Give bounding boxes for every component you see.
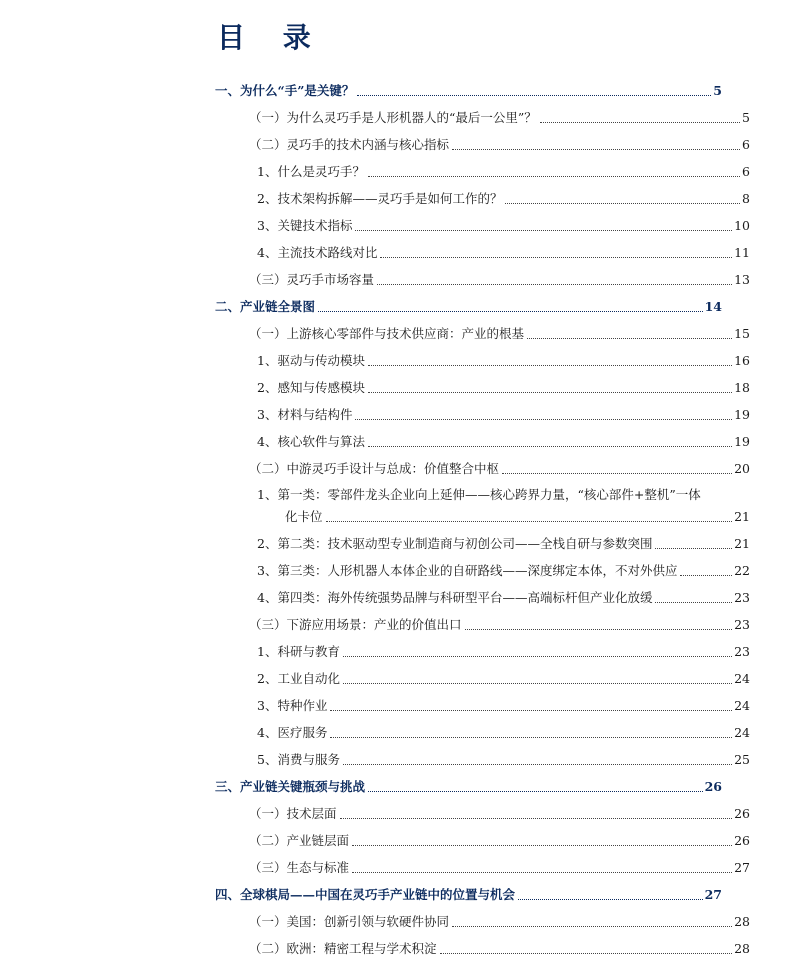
toc-entry-page: 28 <box>734 914 750 929</box>
toc-entry-label: （二）灵巧手的技术内涵与核心指标 <box>249 137 450 152</box>
leader-dots <box>380 257 732 258</box>
leader-dots <box>318 311 703 312</box>
toc-entry-label: 2、工业自动化 <box>257 671 340 686</box>
toc-entry-page: 26 <box>734 806 750 821</box>
toc-entry[interactable] <box>249 110 750 126</box>
toc-entry-page: 21 <box>734 536 750 551</box>
toc-entry-label: 4、核心软件与算法 <box>257 434 365 449</box>
toc-entry[interactable] <box>249 137 750 153</box>
leader-dots <box>368 365 732 366</box>
toc-entry[interactable] <box>257 563 750 579</box>
leader-dots <box>518 899 703 900</box>
toc-entry-label: 4、主流技术路线对比 <box>257 245 378 260</box>
toc-entry-page: 6 <box>742 137 750 152</box>
toc-entry-label: （一）上游核心零部件与技术供应商：产业的根基 <box>249 326 525 341</box>
toc-entry-label: 3、材料与结构件 <box>257 407 353 422</box>
toc-entry[interactable] <box>249 326 750 342</box>
leader-dots <box>330 710 732 711</box>
toc-entry[interactable] <box>249 860 750 876</box>
toc-entry-page: 19 <box>734 434 750 449</box>
toc-entry[interactable] <box>215 779 722 795</box>
toc-entry-page: 11 <box>734 245 750 260</box>
toc-entry[interactable] <box>257 245 750 261</box>
toc-entry-label: （三）下游应用场景：产业的价值出口 <box>249 617 462 632</box>
toc-entry-label: （三）灵巧手市场容量 <box>249 272 375 287</box>
toc-entry-page: 22 <box>734 563 750 578</box>
leader-dots <box>655 602 732 603</box>
toc-entry-label: 三、产业链关键瓶颈与挑战 <box>215 779 366 794</box>
toc-entry-label: 5、消费与服务 <box>257 752 340 767</box>
toc-entry-label: 1、第一类：零部件龙头企业向上延伸——核心跨界力量，“核心部件+整机”一体 <box>257 487 701 502</box>
leader-dots <box>340 818 733 819</box>
leader-dots <box>326 521 733 522</box>
toc-entry-label: （一）为什么灵巧手是人形机器人的“最后一公里”？ <box>249 110 537 125</box>
toc-entry[interactable] <box>215 83 722 99</box>
leader-dots <box>368 791 703 792</box>
toc-entry-page: 24 <box>734 698 750 713</box>
toc-entry[interactable] <box>257 752 750 768</box>
toc-entry-label: （一）美国：创新引领与软硬件协同 <box>249 914 450 929</box>
toc-entry[interactable] <box>249 461 750 477</box>
toc-entry-label: 2、技术架构拆解——灵巧手是如何工作的？ <box>257 191 503 206</box>
leader-dots <box>343 656 732 657</box>
leader-dots <box>352 872 732 873</box>
toc-entry[interactable] <box>249 806 750 822</box>
toc-entry-page: 27 <box>734 860 750 875</box>
leader-dots <box>680 575 732 576</box>
leader-dots <box>357 95 711 96</box>
leader-dots <box>368 392 732 393</box>
toc-entry-page: 6 <box>742 164 750 179</box>
toc-entry[interactable] <box>257 191 750 207</box>
toc-title: 目 录 <box>217 21 325 54</box>
toc-entry-label: 二、产业链全景图 <box>215 299 316 314</box>
toc-entry-page: 28 <box>734 941 750 956</box>
toc-entry-page: 5 <box>713 83 722 98</box>
toc-entry[interactable] <box>257 725 750 741</box>
toc-entry[interactable] <box>249 914 750 930</box>
leader-dots <box>440 953 733 954</box>
leader-dots <box>452 926 732 927</box>
leader-dots <box>505 203 740 204</box>
toc-entry-label: 一、为什么“手”是关键？ <box>215 83 355 98</box>
toc-entry[interactable] <box>257 671 750 687</box>
toc-entry-label: 2、感知与传感模块 <box>257 380 365 395</box>
leader-dots <box>377 284 732 285</box>
leader-dots <box>368 176 740 177</box>
toc-entry-page: 20 <box>734 461 750 476</box>
toc-entry-page: 23 <box>734 617 750 632</box>
toc-entry[interactable] <box>257 164 750 180</box>
leader-dots <box>355 230 732 231</box>
leader-dots <box>330 737 732 738</box>
leader-dots <box>343 683 732 684</box>
toc-entry-page: 25 <box>734 752 750 767</box>
toc-entry-label: （二）产业链层面 <box>249 833 350 848</box>
toc-entry-label: （三）生态与标准 <box>249 860 350 875</box>
leader-dots <box>502 473 732 474</box>
toc-entry-label: 3、第三类：人形机器人本体企业的自研路线——深度绑定本体，不对外供应 <box>257 563 678 578</box>
toc-entry-page: 16 <box>734 353 750 368</box>
toc-entry-page: 24 <box>734 671 750 686</box>
toc-entry-label: 1、驱动与传动模块 <box>257 353 365 368</box>
toc-entry-label: 四、全球棋局——中国在灵巧手产业链中的位置与机会 <box>215 887 516 902</box>
toc-entry-label: 4、医疗服务 <box>257 725 328 740</box>
leader-dots <box>655 548 732 549</box>
leader-dots <box>527 338 732 339</box>
toc-entry-page: 18 <box>734 380 750 395</box>
toc-entry-page: 14 <box>704 299 722 314</box>
toc-entry-label: 1、科研与教育 <box>257 644 340 659</box>
toc-entry[interactable] <box>249 833 750 849</box>
toc-entry[interactable] <box>215 887 722 903</box>
toc-entry[interactable] <box>257 218 750 234</box>
toc-entry[interactable] <box>257 380 750 396</box>
toc-entry-page: 27 <box>704 887 722 902</box>
toc-entry-page: 26 <box>704 779 722 794</box>
toc-entry-page: 13 <box>734 272 750 287</box>
toc-entry-page: 10 <box>734 218 750 233</box>
toc-entry-label: （二）欧洲：精密工程与学术积淀 <box>249 941 437 956</box>
toc-entry[interactable] <box>249 617 750 633</box>
toc-entry[interactable] <box>257 434 750 450</box>
toc-entry-page: 15 <box>734 326 750 341</box>
toc-entry-label: 3、特种作业 <box>257 698 328 713</box>
toc-entry[interactable] <box>249 941 750 957</box>
toc-entry-page: 21 <box>734 509 750 524</box>
leader-dots <box>465 629 733 630</box>
leader-dots <box>343 764 732 765</box>
toc-entry[interactable] <box>257 644 750 660</box>
toc-entry-page: 19 <box>734 407 750 422</box>
toc-entry-page: 26 <box>734 833 750 848</box>
toc-entry[interactable] <box>257 698 750 714</box>
toc-entry-label: 4、第四类：海外传统强势品牌与科研型平台——高端标杆但产业化放缓 <box>257 590 653 605</box>
leader-dots <box>540 122 740 123</box>
toc-entry[interactable] <box>249 272 750 288</box>
toc-entry-page: 24 <box>734 725 750 740</box>
toc-entry-page: 8 <box>742 191 750 206</box>
leader-dots <box>355 419 732 420</box>
toc-entry-label: 1、什么是灵巧手？ <box>257 164 365 179</box>
toc-entry-page: 23 <box>734 644 750 659</box>
toc-entry-page: 23 <box>734 590 750 605</box>
toc-entry-label: 3、关键技术指标 <box>257 218 353 233</box>
toc-entry-label: 2、第二类：技术驱动型专业制造商与初创公司——全栈自研与参数突围 <box>257 536 653 551</box>
toc-entry[interactable] <box>257 407 750 423</box>
toc-entry[interactable] <box>257 487 750 525</box>
toc-entry[interactable] <box>257 536 750 552</box>
toc-entry[interactable] <box>257 590 750 606</box>
toc-entry-page: 5 <box>742 110 750 125</box>
toc-entry-label: （二）中游灵巧手设计与总成：价值整合中枢 <box>249 461 500 476</box>
toc-entry[interactable] <box>257 353 750 369</box>
leader-dots <box>352 845 732 846</box>
toc-entry-label-continued: 化卡位 <box>285 509 323 524</box>
leader-dots <box>368 446 732 447</box>
leader-dots <box>452 149 740 150</box>
toc-entry[interactable] <box>215 299 722 315</box>
toc-entry-label: （一）技术层面 <box>249 806 337 821</box>
